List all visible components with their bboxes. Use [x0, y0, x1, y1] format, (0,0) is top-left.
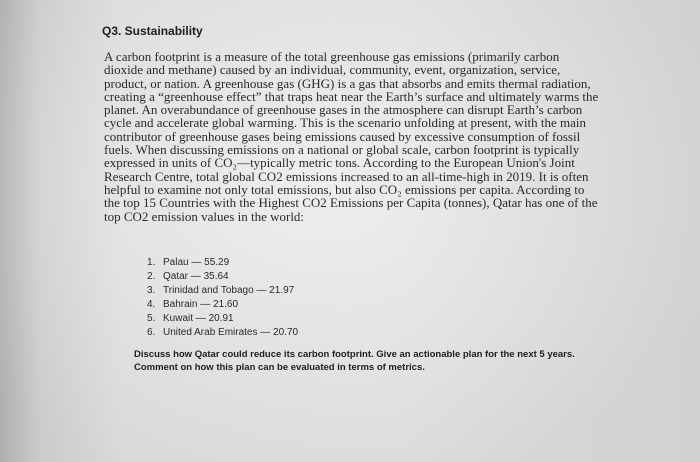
prompt-line: Comment on how this plan can be evaluated in terms of metrics. — [134, 361, 425, 373]
list-item: 3. Trinidad and Tobago — 21.97 — [147, 285, 295, 296]
list-item: 2. Qatar — 35.64 — [147, 271, 229, 282]
paragraph-line: dioxide and methane) caused by an individual, community, event, organization, service, — [104, 62, 561, 78]
paragraph-line: cycle and accelerate global warming. This is the scenario unfolding at present, with the main — [104, 115, 587, 131]
paragraph-line: contributor of greenhouse gases being emissions caused by excessive consumption of fossil — [104, 128, 581, 144]
list-item: 6. United Arab Emirates — 20.70 — [147, 327, 299, 338]
paragraph-line: top CO2 emission values in the world: — [104, 208, 305, 224]
list-item: 4. Bahrain — 21.60 — [147, 299, 239, 310]
paragraph-line: planet. An overabundance of greenhouse gases in the atmosphere can disrupt Earth’s carbon — [104, 102, 583, 118]
paragraph-line: creating a “greenhouse effect” that traps heat near the Earth’s surface and ultimately warms the — [104, 88, 599, 104]
list-item: 5. Kuwait — 20.91 — [147, 313, 234, 324]
paragraph-line: fuels. When discussing emissions on a national or global scale, carbon footprint is typically — [104, 142, 580, 158]
question-prompt — [134, 349, 575, 374]
question-title: Q3. Sustainability — [102, 24, 203, 38]
paragraph-line: expressed in units of CO₂—typically metric tons. According to the European Union's Joint — [104, 155, 575, 171]
paragraph-line: helpful to examine not only total emissions, but also CO₂ emissions per capita. According to — [104, 181, 585, 197]
paragraph-line: Research Centre, total global CO2 emissions increased to an all-time-high in 2019. It is often — [104, 168, 589, 184]
emissions-list — [147, 256, 298, 340]
intro-paragraph — [104, 50, 664, 223]
paragraph-line: A carbon footprint is a measure of the total greenhouse gas emissions (primarily carbon — [104, 49, 560, 64]
paragraph-line: the top 15 Countries with the Highest CO2 Emissions per Capita (tonnes), Qatar has one of the — [104, 195, 598, 211]
paragraph-line: product, or nation. A greenhouse gas (GHG) is a gas that absorbs and emits thermal radiation, — [104, 75, 591, 91]
list-item: 1. Palau — 55.29 — [147, 257, 230, 268]
prompt-line: Discuss how Qatar could reduce its carbon footprint. Give an actionable plan for the next 5 years. — [134, 349, 575, 360]
